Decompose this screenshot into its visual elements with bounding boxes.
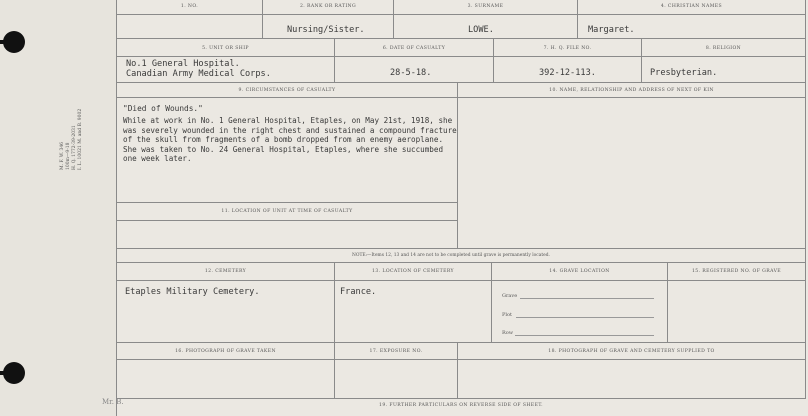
rule [116,280,806,281]
rule [116,97,806,98]
header-surname: 3. SURNAME [467,4,504,9]
header-file-no: 7. H. Q. FILE NO. [543,46,592,51]
plot-label: Plot [502,312,512,318]
plot-line [516,317,654,318]
header-no: 1. NO. [180,4,199,9]
rule [116,398,806,399]
rule [116,14,806,15]
header-exposure: 17. EXPOSURE NO. [369,349,423,354]
header-circumstances: 9. CIRCUMSTANCES OF CASUALTY [238,88,336,93]
row-label: Row [502,330,514,336]
header-next-of-kin: 10. NAME, RELATIONSHIP AND ADDRESS OF NEXT OF KIN [549,88,714,93]
punch-hole-top [3,31,25,53]
rule [493,38,494,82]
rule [116,262,806,263]
header-grave-location: 14. GRAVE LOCATION [549,269,610,274]
circumstances-text: While at work in No. 1 General Hospital, Etaples, on May 21st, 1918, she was severely wounded in the right chest and sustained a compound fracture of the skull from fragments of a bomb dropped from an enemy aeroplane. She was taken to No. 24 General Hospital, Etaples, where she succumbed one week later. [123,116,457,164]
header-location-unit: 11. LOCATION OF UNIT AT TIME OF CASUALTY [221,209,353,214]
location-cemetery-value: France. [340,287,377,297]
rule [116,56,806,57]
punch-hole-bottom [3,362,25,384]
rule [457,82,458,248]
side-print: M. F. W. 346 100m—9-18 H. Q. 1772-39-2031 I. L. 10021 M. and B. 9002 [60,108,83,170]
header-photo-grave: 16. PHOTOGRAPH OF GRAVE TAKEN [175,349,276,354]
surname-value: LOWE. [468,25,494,35]
rule [116,342,806,343]
unit-value-1: No.1 General Hospital. [126,59,240,69]
header-rank: 2. RANK OR RATING [299,4,357,9]
unit-value-2: Canadian Army Medical Corps. [126,69,271,79]
header-cemetery: 12. CEMETERY [204,269,247,274]
row-line [515,335,654,336]
frame-right [805,0,806,398]
grave-label: Grave [502,293,518,299]
header-location-cemetery: 13. LOCATION OF CEMETERY [372,269,454,274]
header-christian-names: 4. CHRISTIAN NAMES [660,4,723,9]
card-margin [0,0,116,416]
note-text: NOTE:—Items 12, 13 and 14 are not to be completed until grave is permanently located. [352,253,550,258]
circumstances-title: "Died of Wounds." [123,104,203,113]
christian-names-value: Margaret. [588,25,635,35]
header-further: 19. FURTHER PARTICULARS ON REVERSE SIDE OF SHEET. [379,403,543,408]
rule [641,38,642,82]
header-unit: 5. UNIT OR SHIP [202,46,249,51]
grave-line [520,298,654,299]
date-value: 28-5-18. [390,68,432,78]
rank-value: Nursing/Sister. [287,25,365,35]
rule [116,202,457,203]
rule [116,82,806,83]
rule [334,262,335,342]
rule [116,359,806,360]
rule [116,248,806,249]
header-photo-supplied: 18. PHOTOGRAPH OF GRAVE AND CEMETERY SUPPLIED TO [548,349,715,354]
rule [667,262,668,342]
header-registered-no: 15. REGISTERED NO. OF GRAVE [691,269,782,274]
rule [491,262,492,342]
header-date: 6. DATE OF CASUALTY [382,46,446,51]
margin-mark: Mr. B. [102,398,124,406]
rule [116,220,457,221]
religion-value: Presbyterian. [650,68,718,78]
rule [334,38,335,82]
cemetery-value: Etaples Military Cemetery. [125,287,260,297]
file-no-value: 392-12-113. [539,68,596,78]
rule [116,38,806,39]
header-religion: 8. RELIGION [705,46,742,51]
